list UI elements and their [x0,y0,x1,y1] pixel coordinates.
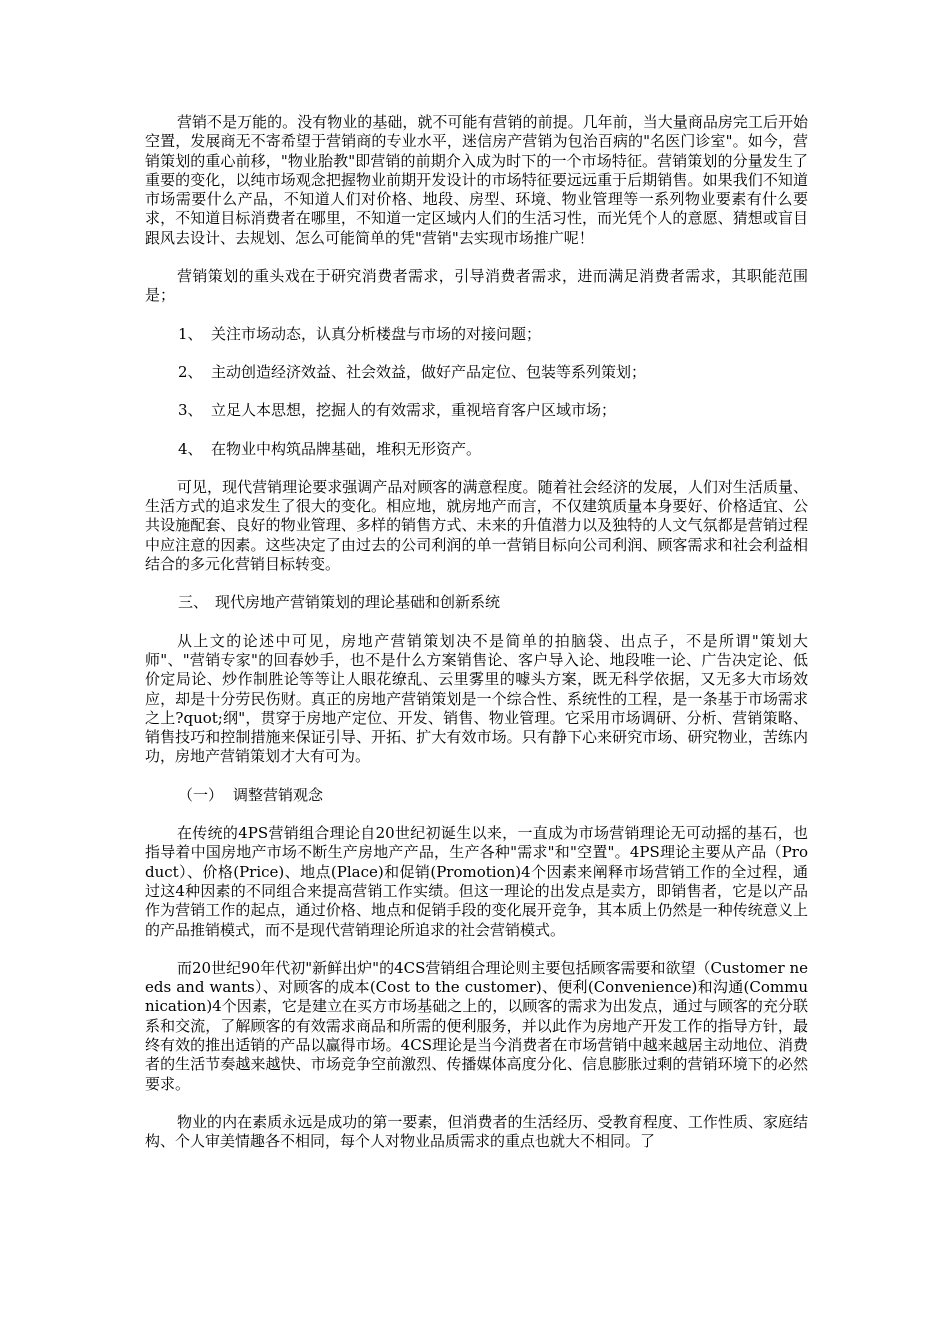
subsection-heading-text: 调整营销观念 [233,785,324,804]
list-number: 1、 [178,324,203,343]
list-item-4 [145,440,808,459]
list-item-2 [145,363,808,382]
list-text: 立足人本思想，挖掘人的有效需求，重视培育客户区域市场； [211,401,617,420]
paragraph-modern-marketing-theory: 可见，现代营销理论要求强调产品对顾客的满意程度。随着社会经济的发展，人们对生活质量、生活方式的追求发生了很大的变化。相应地，就房地产而言，不仅建筑质量本身要好、价格适宜、公共设施配套、良好的物业管理、多样的销售方式、未来的升值潜力以及独特的人文气氛都是营销过程中应注意的因素。这些决定了由过去的公司利润的单一营销目标向公司利润、顾客需求和社会利益相结合的多元化营销目标转变。 [145,477,808,574]
list-text: 在物业中构筑品牌基础，堆积无形资产。 [211,439,482,458]
paragraph-planning-focus: 营销策划的重头戏在于研究消费者需求，引导消费者需求，进而满足消费者需求，其职能范围是； [145,267,808,305]
section-heading-text: 现代房地产营销策划的理论基础和创新系统 [215,593,501,612]
paragraph-property-quality: 物业的内在素质永远是成功的第一要素，但消费者的生活经历、受教育程度、工作性质、家庭结构、个人审美情趣各不相同，每个人对物业品质需求的重点也就大不相同。了 [145,1112,808,1151]
list-number: 2、 [178,362,203,381]
paragraph-4cs-theory: 而20世纪90年代初"新鲜出炉"的4CS营销组合理论则主要包括顾客需要和欲望（Customer needs and wants）、对顾客的成本(Cost to the customer)、便利(Convenience)和沟通(Communication)4个因素，它是建立在买方市场基础之上的，以顾客的需求为出发点，通过与顾客的充分联系和交流，了解顾客的有效需求商品和所需的便利服务，并以此作为房地产开发工作的指导方针，最终有效的推出适销的产品以赢得市场。4CS理论是当今消费者在市场营销中越来越居主动地位、消费者的生活节奏越来越快、市场竞争空前激烈、传播媒体高度分化、信息膨胀过剩的营销环境下的必然要求。 [145,958,808,1093]
list-item-1 [145,325,808,344]
list-text: 主动创造经济效益、社会效益，做好产品定位、包装等系列策划； [211,362,647,381]
subsection-heading [145,786,808,805]
document-body [145,113,808,1170]
list-number: 3、 [178,401,203,420]
list-number: 4、 [178,439,203,458]
list-text: 关注市场动态，认真分析楼盘与市场的对接问题； [211,324,542,343]
subsection-heading-number: （一） [178,785,224,804]
paragraph-4ps-theory: 在传统的4PS营销组合理论自20世纪初诞生以来，一直成为市场营销理论无可动摇的基石，也指导着中国房地产市场不断生产房地产产品，生产各种"需求"和"空置"。4PS理论主要从产品（Product）、价格(Price)、地点(Place)和促销(Promotion)4个因素来阐释市场营销工作的全过程，通过这4种因素的不同组合来提高营销工作实绩。但这一理论的出发点是卖方，即销售者，它是以产品作为营销工作的起点，通过价格、地点和促销手段的变化展开竞争，其本质上仍然是一种传统意义上的产品推销模式，而不是现代营销理论所追求的社会营销模式。 [145,824,808,939]
section-heading [145,593,808,612]
paragraph-not-simple-brainstorm: 从上文的论述中可见，房地产营销策划决不是简单的拍脑袋、出点子，不是所谓"策划大师"、"营销专家"的回春妙手，也不是什么方案销售论、客户导入论、地段唯一论、广告决定论、低价定局论、炒作制胜论等等让人眼花缭乱、云里雾里的噱头方案，既无科学依据，又无多大市场效应，却是十分劳民伤财。真正的房地产营销策划是一个综合性、系统性的工程，是一条基于市场需求之上?quot;纲"，贯穿于房地产定位、开发、销售、物业管理。它采用市场调研、分析、营销策略、销售技巧和控制措施来保证引导、开拓、扩大有效市场。只有静下心来研究市场、研究物业，苦练内功，房地产营销策划才大有可为。 [145,631,808,766]
list-item-3 [145,401,808,420]
section-heading-number: 三、 [178,593,209,612]
paragraph-marketing-not-almighty: 营销不是万能的。没有物业的基础，就不可能有营销的前提。几年前，当大量商品房完工后开始空置，发展商无不寄希望于营销商的专业水平，迷信房产营销为包治百病的"名医门诊室"。如今，营销策划的重心前移，"物业胎教"即营销的前期介入成为时下的一个市场特征。营销策划的分量发生了重要的变化，以纯市场观念把握物业前期开发设计的市场特征要远远重于后期销售。如果我们不知道市场需要什么产品，不知道人们对价格、地段、房型、环境、物业管理等一系列物业要素有什么要求，不知道目标消费者在哪里，不知道一定区域内人们的生活习性，而光凭个人的意愿、猜想或盲目跟风去设计、去规划、怎么可能简单的凭"营销"去实现市场推广呢！ [145,113,808,247]
